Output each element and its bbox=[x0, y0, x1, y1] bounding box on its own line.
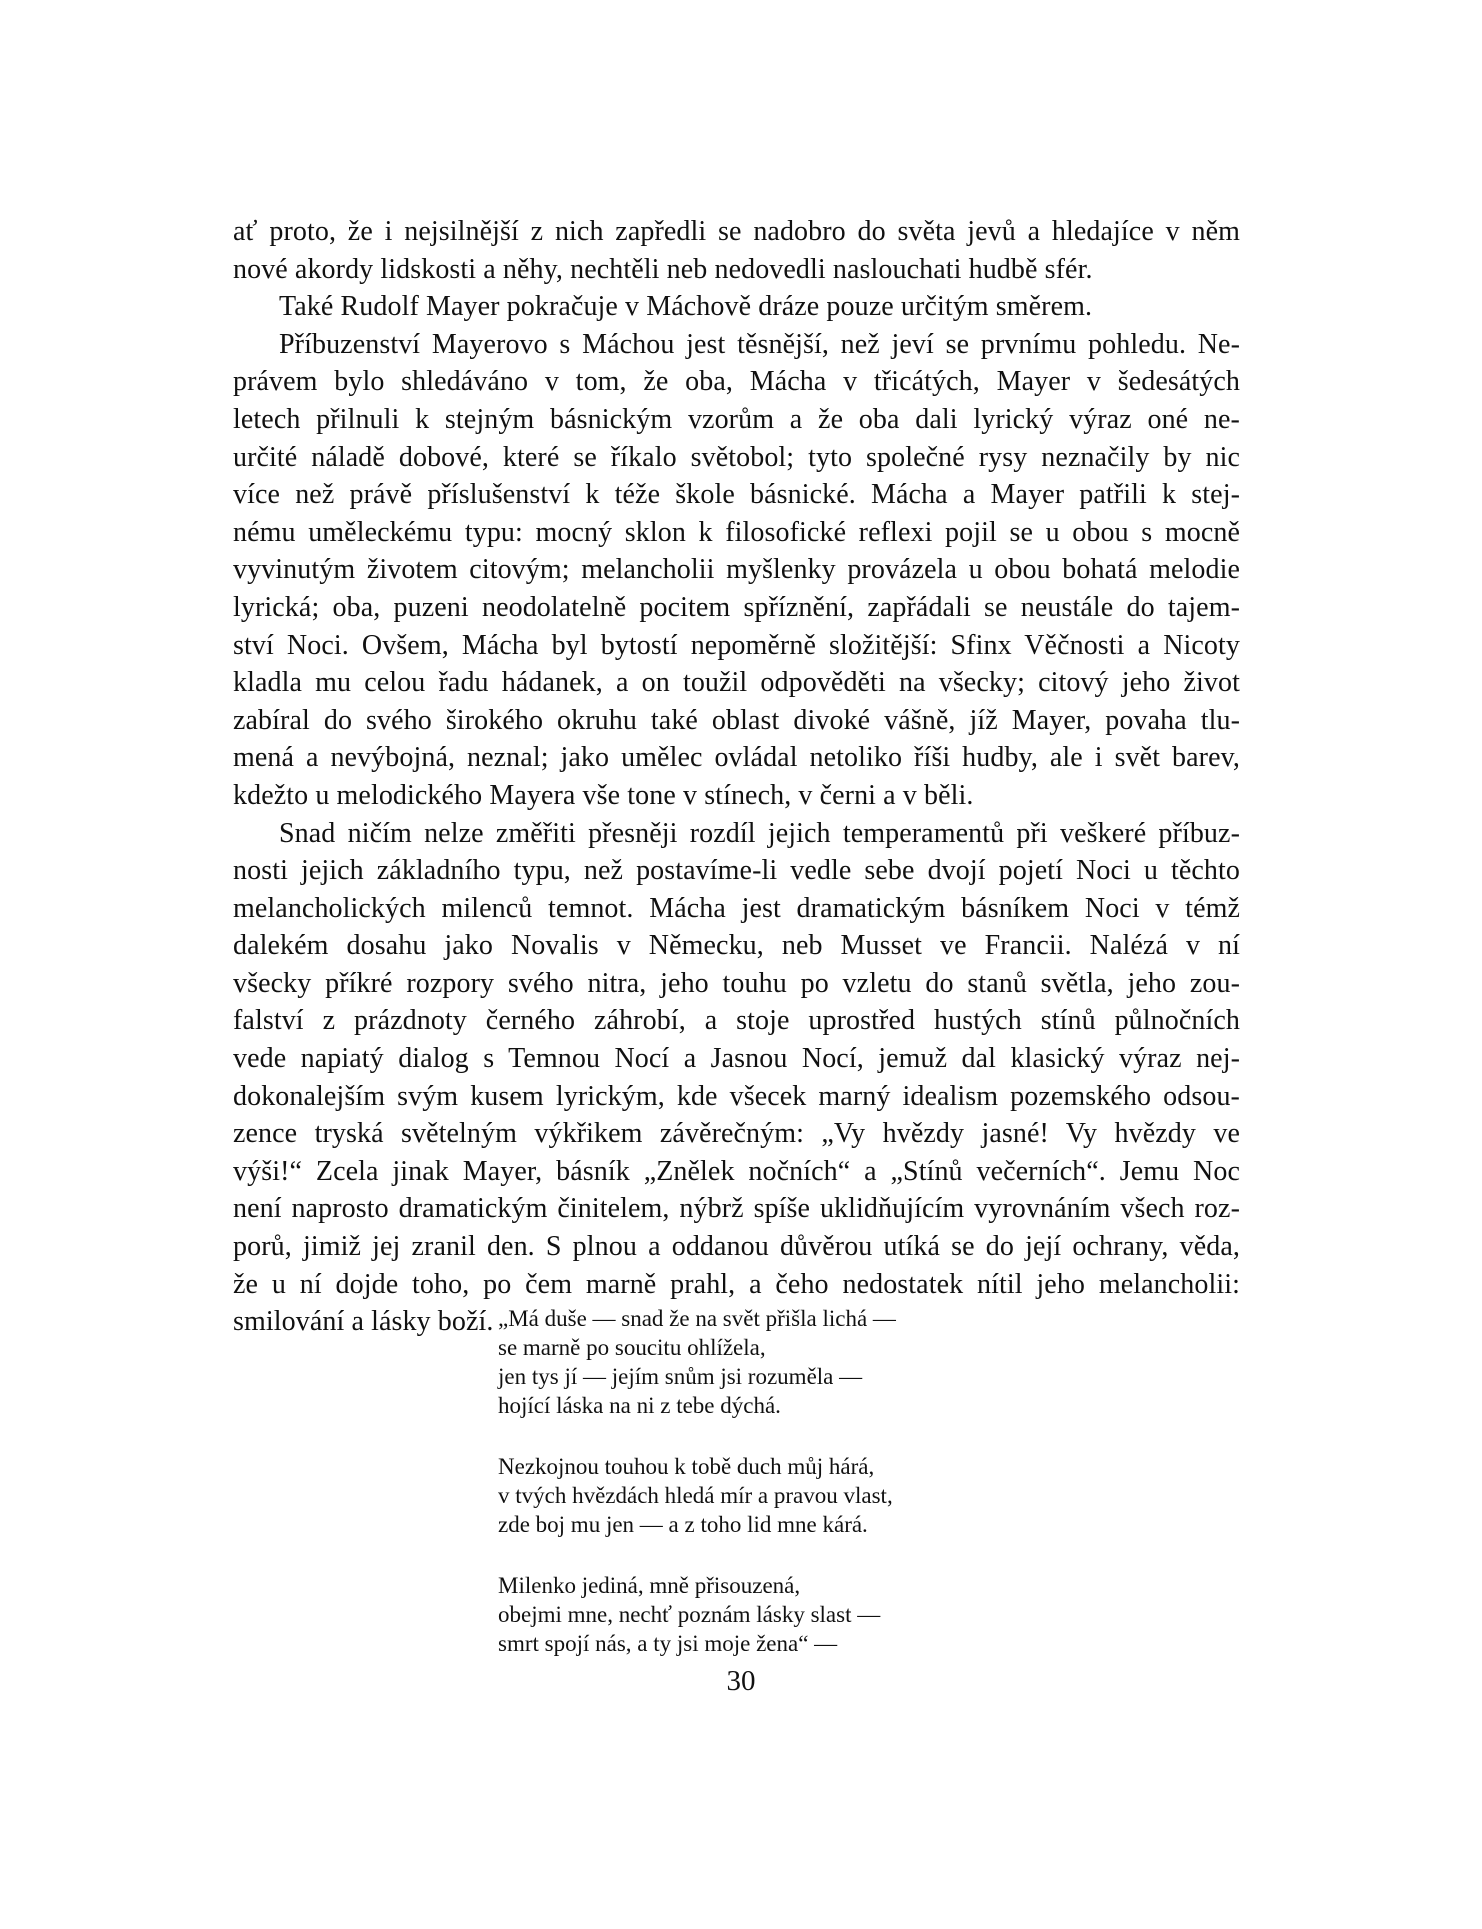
text-line: všecky příkré rozpory svého nitra, jeho touhu po vzletu do stanů světla, jeho zou- bbox=[233, 967, 1240, 999]
paragraph bbox=[233, 288, 1240, 326]
paragraph bbox=[233, 326, 1240, 815]
text-line: kladla mu celou řadu hádanek, a on toužil odpověděti na všecky; citový jeho život bbox=[233, 667, 1240, 699]
text-line: určité náladě dobové, které se říkalo světobol; tyto společné rysy neznačily by nic bbox=[233, 441, 1240, 473]
poem-verse: hojící láska na ni z tebe dýchá. bbox=[498, 1393, 781, 1418]
text-line: ství Noci. Ovšem, Mácha byl bytostí nepoměrně složitější: Sfinx Věčnosti a Nicoty bbox=[233, 629, 1240, 661]
text-line: více než právě příslušenství k téže škole básnické. Mácha a Mayer patřili k stej- bbox=[233, 479, 1240, 511]
text-line: že u ní dojde toho, po čem marně prahl, a čeho nedostatek nítil jeho melancholii: bbox=[233, 1268, 1240, 1300]
poem-verse: obejmi mne, nechť poznám lásky slast — bbox=[498, 1602, 881, 1627]
text-line: vede napiatý dialog s Temnou Nocí a Jasnou Nocí, jemuž dal klasický výraz nej- bbox=[233, 1043, 1240, 1075]
poem-verse: smrt spojí nás, a ty jsi moje žena“ — bbox=[498, 1631, 838, 1656]
text-line: není naprosto dramatickým činitelem, nýbrž spíše uklidňujícím vyrovnáním všech roz- bbox=[233, 1193, 1240, 1225]
text-line: výši!“ Zcela jinak Mayer, básník „Znělek nočních“ a „Stínů večerních“. Jemu Noc bbox=[233, 1155, 1240, 1187]
text-line: Příbuzenství Mayerovo s Máchou jest těsnější, než jeví se prvnímu pohledu. Ne- bbox=[279, 328, 1240, 360]
poem-verse: se marně po soucitu ohlížela, bbox=[498, 1335, 766, 1360]
poem-verse: v tvých hvězdách hledá mír a pravou vlast, bbox=[498, 1483, 893, 1508]
text-line: nové akordy lidskosti a něhy, nechtěli neb nedovedli naslouchati hudbě sfér. bbox=[233, 253, 1093, 285]
text-line: nosti jejich základního typu, než postavíme-li vedle sebe dvojí pojetí Noci u těchto bbox=[233, 855, 1240, 887]
text-line: falství z prázdnoty černého záhrobí, a stoje uprostřed hustých stínů půlnočních bbox=[233, 1005, 1240, 1037]
poem-stanza bbox=[498, 1571, 1058, 1658]
text-line: zabíral do svého širokého okruhu také oblast divoké vášně, jíž Mayer, povaha tlu- bbox=[233, 704, 1240, 736]
poem-stanza bbox=[498, 1304, 1058, 1420]
page-number: 30 bbox=[726, 1665, 756, 1697]
text-line: ať proto, že i nejsilnější z nich zapředli se nadobro do světa jevů a hledajíce v něm bbox=[233, 216, 1240, 247]
text-line: dokonalejším svým kusem lyrickým, kde všecek marný idealism pozemského odsou- bbox=[233, 1080, 1240, 1112]
poem-verse: „Má duše — snad že na svět přišla lichá — bbox=[498, 1306, 896, 1331]
text-line: porů, jimiž jej zranil den. S plnou a oddanou důvěrou utíká se do její ochrany, věda, bbox=[233, 1231, 1240, 1263]
text-line: lyrická; oba, puzeni neodolatelně pocitem spříznění, zapřádali se neustále do tajem- bbox=[233, 591, 1240, 623]
text-line: právem bylo shledáváno v tom, že oba, Mácha v třicátých, Mayer v šedesátých bbox=[233, 366, 1240, 398]
poem-verse: zde boj mu jen — a z toho lid mne kárá. bbox=[498, 1512, 868, 1537]
paragraph bbox=[233, 213, 1240, 288]
text-line: mená a nevýbojná, neznal; jako umělec ovládal netoliko říši hudby, ale i svět barev, bbox=[233, 742, 1240, 774]
text-line: melancholických milenců temnot. Mácha jest dramatickým básníkem Noci v témž bbox=[233, 892, 1240, 924]
text-line: zence tryská světelným výkřikem závěrečným: „Vy hvězdy jasné! Vy hvězdy ve bbox=[233, 1118, 1240, 1150]
paragraph bbox=[233, 815, 1240, 1341]
text-line: letech přilnuli k stejným básnickým vzorům a že oba dali lyrický výraz oné ne- bbox=[233, 403, 1240, 435]
poem-verse: Nezkojnou touhou k tobě duch můj hárá, bbox=[498, 1454, 875, 1479]
poem-verse: jen tys jí — jejím snům jsi rozuměla — bbox=[498, 1364, 863, 1389]
body-text bbox=[233, 213, 1240, 1341]
text-line: Snad ničím nelze změřiti přesněji rozdíl jejich temperamentů při veškeré příbuz- bbox=[279, 817, 1240, 849]
text-line: vyvinutým životem citovým; melancholii myšlenky provázela u obou bohatá melodie bbox=[233, 554, 1240, 586]
text-line: kdežto u melodického Mayera vše tone v stínech, v černi a v běli. bbox=[233, 779, 974, 811]
poem-verse: Milenko jediná, mně přisouzená, bbox=[498, 1573, 801, 1598]
text-line: Také Rudolf Mayer pokračuje v Máchově dráze pouze určitým směrem. bbox=[279, 291, 1093, 323]
text-line: dalekém dosahu jako Novalis v Německu, neb Musset ve Francii. Nalézá v ní bbox=[233, 930, 1240, 962]
text-line: nému uměleckému typu: mocný sklon k filosofické reflexi pojil se u obou s mocně bbox=[233, 516, 1240, 548]
poem-quotation bbox=[498, 1304, 1058, 1690]
text-line: smilování a lásky boží. bbox=[233, 1306, 494, 1338]
poem-stanza bbox=[498, 1452, 1058, 1539]
